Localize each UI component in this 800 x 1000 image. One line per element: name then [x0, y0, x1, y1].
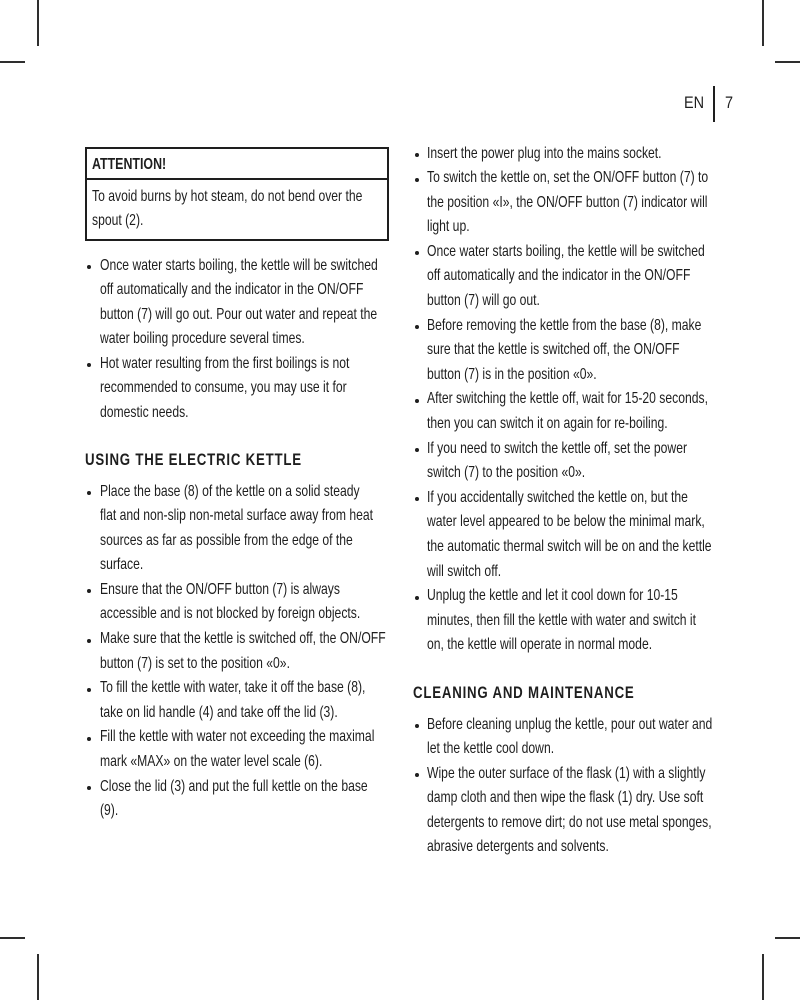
list-item: [413, 142, 713, 167]
text-line: button (7) will go out. Pour out water and repeat the: [100, 305, 378, 323]
text-line: damp cloth and then wipe the flask (1) dry. Use soft: [427, 789, 704, 807]
list-item: [85, 725, 385, 774]
text-line: switch (7) to the position «0».: [427, 464, 586, 482]
text-line: button (7) will go out.: [427, 292, 540, 310]
bullet-icon: [87, 786, 91, 790]
section-heading: USING THE ELECTRIC KETTLE: [85, 449, 302, 469]
bullet-list: [413, 142, 713, 658]
text-line: Make sure that the kettle is switched off, the ON/OFF: [100, 630, 386, 648]
text-line: Once water starts boiling, the kettle will be switched: [100, 256, 378, 274]
text-line: sure that the kettle is switched off, the ON/OFF: [427, 341, 680, 359]
list-item: [413, 314, 713, 388]
text-line: To fill the kettle with water, take it off the base (8),: [100, 679, 366, 697]
list-item: [85, 676, 385, 725]
page-number: 7: [725, 93, 734, 112]
list-item: [85, 775, 385, 824]
text-line: the automatic thermal switch will be on and the kettle: [427, 538, 712, 555]
text-line: After switching the kettle off, wait for 15-20 seconds,: [427, 390, 708, 408]
text-line: flat and non-slip non-metal surface away from heat: [100, 507, 374, 525]
text-line: Before removing the kettle from the base (8), make: [427, 316, 702, 334]
list-item: [413, 166, 713, 240]
crop-mark: [762, 954, 764, 1000]
text-line: Unplug the kettle and let it cool down for 10-15: [427, 587, 678, 605]
text-line: To switch the kettle on, set the ON/OFF button (7) to: [427, 169, 709, 187]
header-divider: [713, 86, 715, 122]
section-heading: CLEANING AND MAINTENANCE: [413, 682, 635, 702]
text-line: (9).: [100, 802, 119, 820]
bullet-list: [85, 480, 385, 824]
bullet-icon: [415, 178, 419, 182]
text-line: water level appeared to be below the minimal mark,: [427, 513, 705, 531]
list-item: [413, 387, 713, 436]
text-line: will switch off.: [427, 562, 502, 580]
text-line: the position «I», the ON/OFF button (7) indicator will: [427, 193, 708, 211]
text-line: detergents to remove dirt; do not use metal sponges,: [427, 813, 712, 831]
bullet-icon: [87, 688, 91, 692]
text-line: on, the kettle will operate in normal mode.: [427, 636, 653, 654]
text-line: Close the lid (3) and put the full kettle on the base: [100, 777, 368, 795]
attention-title: ATTENTION!: [92, 156, 167, 173]
text-line: Hot water resulting from the first boilings is not: [100, 354, 350, 372]
text-line: off automatically and the indicator in the ON/OFF: [100, 281, 364, 299]
bullet-icon: [87, 639, 91, 643]
crop-mark: [0, 937, 25, 939]
bullet-icon: [415, 399, 419, 403]
text-line: recommended to consume, you may use it for: [100, 379, 347, 397]
text-line: abrasive detergents and solvents.: [427, 838, 609, 856]
list-item: [85, 578, 385, 627]
bullet-list: [413, 713, 713, 861]
bullet-icon: [87, 491, 91, 495]
attention-box: [85, 147, 389, 241]
list-item: [413, 713, 713, 762]
crop-mark: [775, 937, 800, 939]
text-line: let the kettle cool down.: [427, 740, 555, 758]
attention-divider: [87, 178, 387, 180]
attention-text-line: spout (2).: [92, 212, 144, 230]
text-line: sources as far as possible from the edge of the: [100, 531, 353, 549]
list-item: [413, 762, 713, 860]
bullet-icon: [415, 153, 419, 157]
bullet-icon: [415, 251, 419, 255]
list-item: [85, 254, 385, 352]
list-item: [413, 486, 713, 584]
text-line: Ensure that the ON/OFF button (7) is always: [100, 580, 340, 598]
text-line: minutes, then fill the kettle with water and switch it: [427, 611, 696, 629]
list-item: [413, 240, 713, 314]
text-line: light up.: [427, 218, 470, 236]
bullet-icon: [87, 737, 91, 741]
list-item: [85, 627, 385, 676]
text-line: button (7) is in the position «0».: [427, 365, 597, 383]
text-line: Wipe the outer surface of the flask (1) with a slightly: [427, 764, 706, 782]
attention-text: [92, 185, 382, 234]
list-item: [85, 480, 385, 578]
text-line: surface.: [100, 556, 144, 574]
text-line: take on lid handle (4) and take off the lid (3).: [100, 703, 338, 721]
text-line: If you need to switch the kettle off, set the power: [427, 439, 688, 457]
text-line: Once water starts boiling, the kettle will be switched: [427, 242, 705, 260]
text-line: water boiling procedure several times.: [100, 330, 305, 348]
bullet-icon: [87, 265, 91, 269]
text-line: off automatically and the indicator in the ON/OFF: [427, 267, 691, 285]
list-item: [413, 584, 713, 658]
bullet-icon: [415, 325, 419, 329]
crop-mark: [37, 0, 39, 46]
list-item: [413, 437, 713, 486]
list-item: [85, 352, 385, 426]
bullet-icon: [87, 589, 91, 593]
text-line: If you accidentally switched the kettle on, but the: [427, 488, 688, 506]
crop-mark: [37, 954, 39, 1000]
bullet-icon: [87, 363, 91, 367]
text-line: accessible and is not blocked by foreign objects.: [100, 605, 361, 623]
bullet-icon: [415, 724, 419, 728]
text-line: mark «MAX» on the water level scale (6).: [100, 753, 323, 771]
bullet-icon: [415, 773, 419, 777]
text-line: Fill the kettle with water not exceeding the maximal: [100, 728, 375, 746]
text-line: Before cleaning unplug the kettle, pour out water and: [427, 715, 713, 733]
bullet-icon: [415, 497, 419, 501]
attention-text-line: To avoid burns by hot steam, do not bend over the: [92, 187, 363, 205]
bullet-list: [85, 254, 385, 426]
text-line: then you can switch it on again for re-boiling.: [427, 415, 668, 433]
crop-mark: [0, 61, 25, 63]
text-line: domestic needs.: [100, 404, 189, 422]
text-line: Insert the power plug into the mains socket.: [427, 144, 662, 162]
language-label: EN: [684, 93, 705, 112]
text-line: Place the base (8) of the kettle on a solid steady: [100, 482, 360, 500]
bullet-icon: [415, 448, 419, 452]
crop-mark: [762, 0, 764, 46]
crop-mark: [775, 61, 800, 63]
text-line: button (7) is set to the position «0».: [100, 654, 290, 672]
bullet-icon: [415, 596, 419, 600]
